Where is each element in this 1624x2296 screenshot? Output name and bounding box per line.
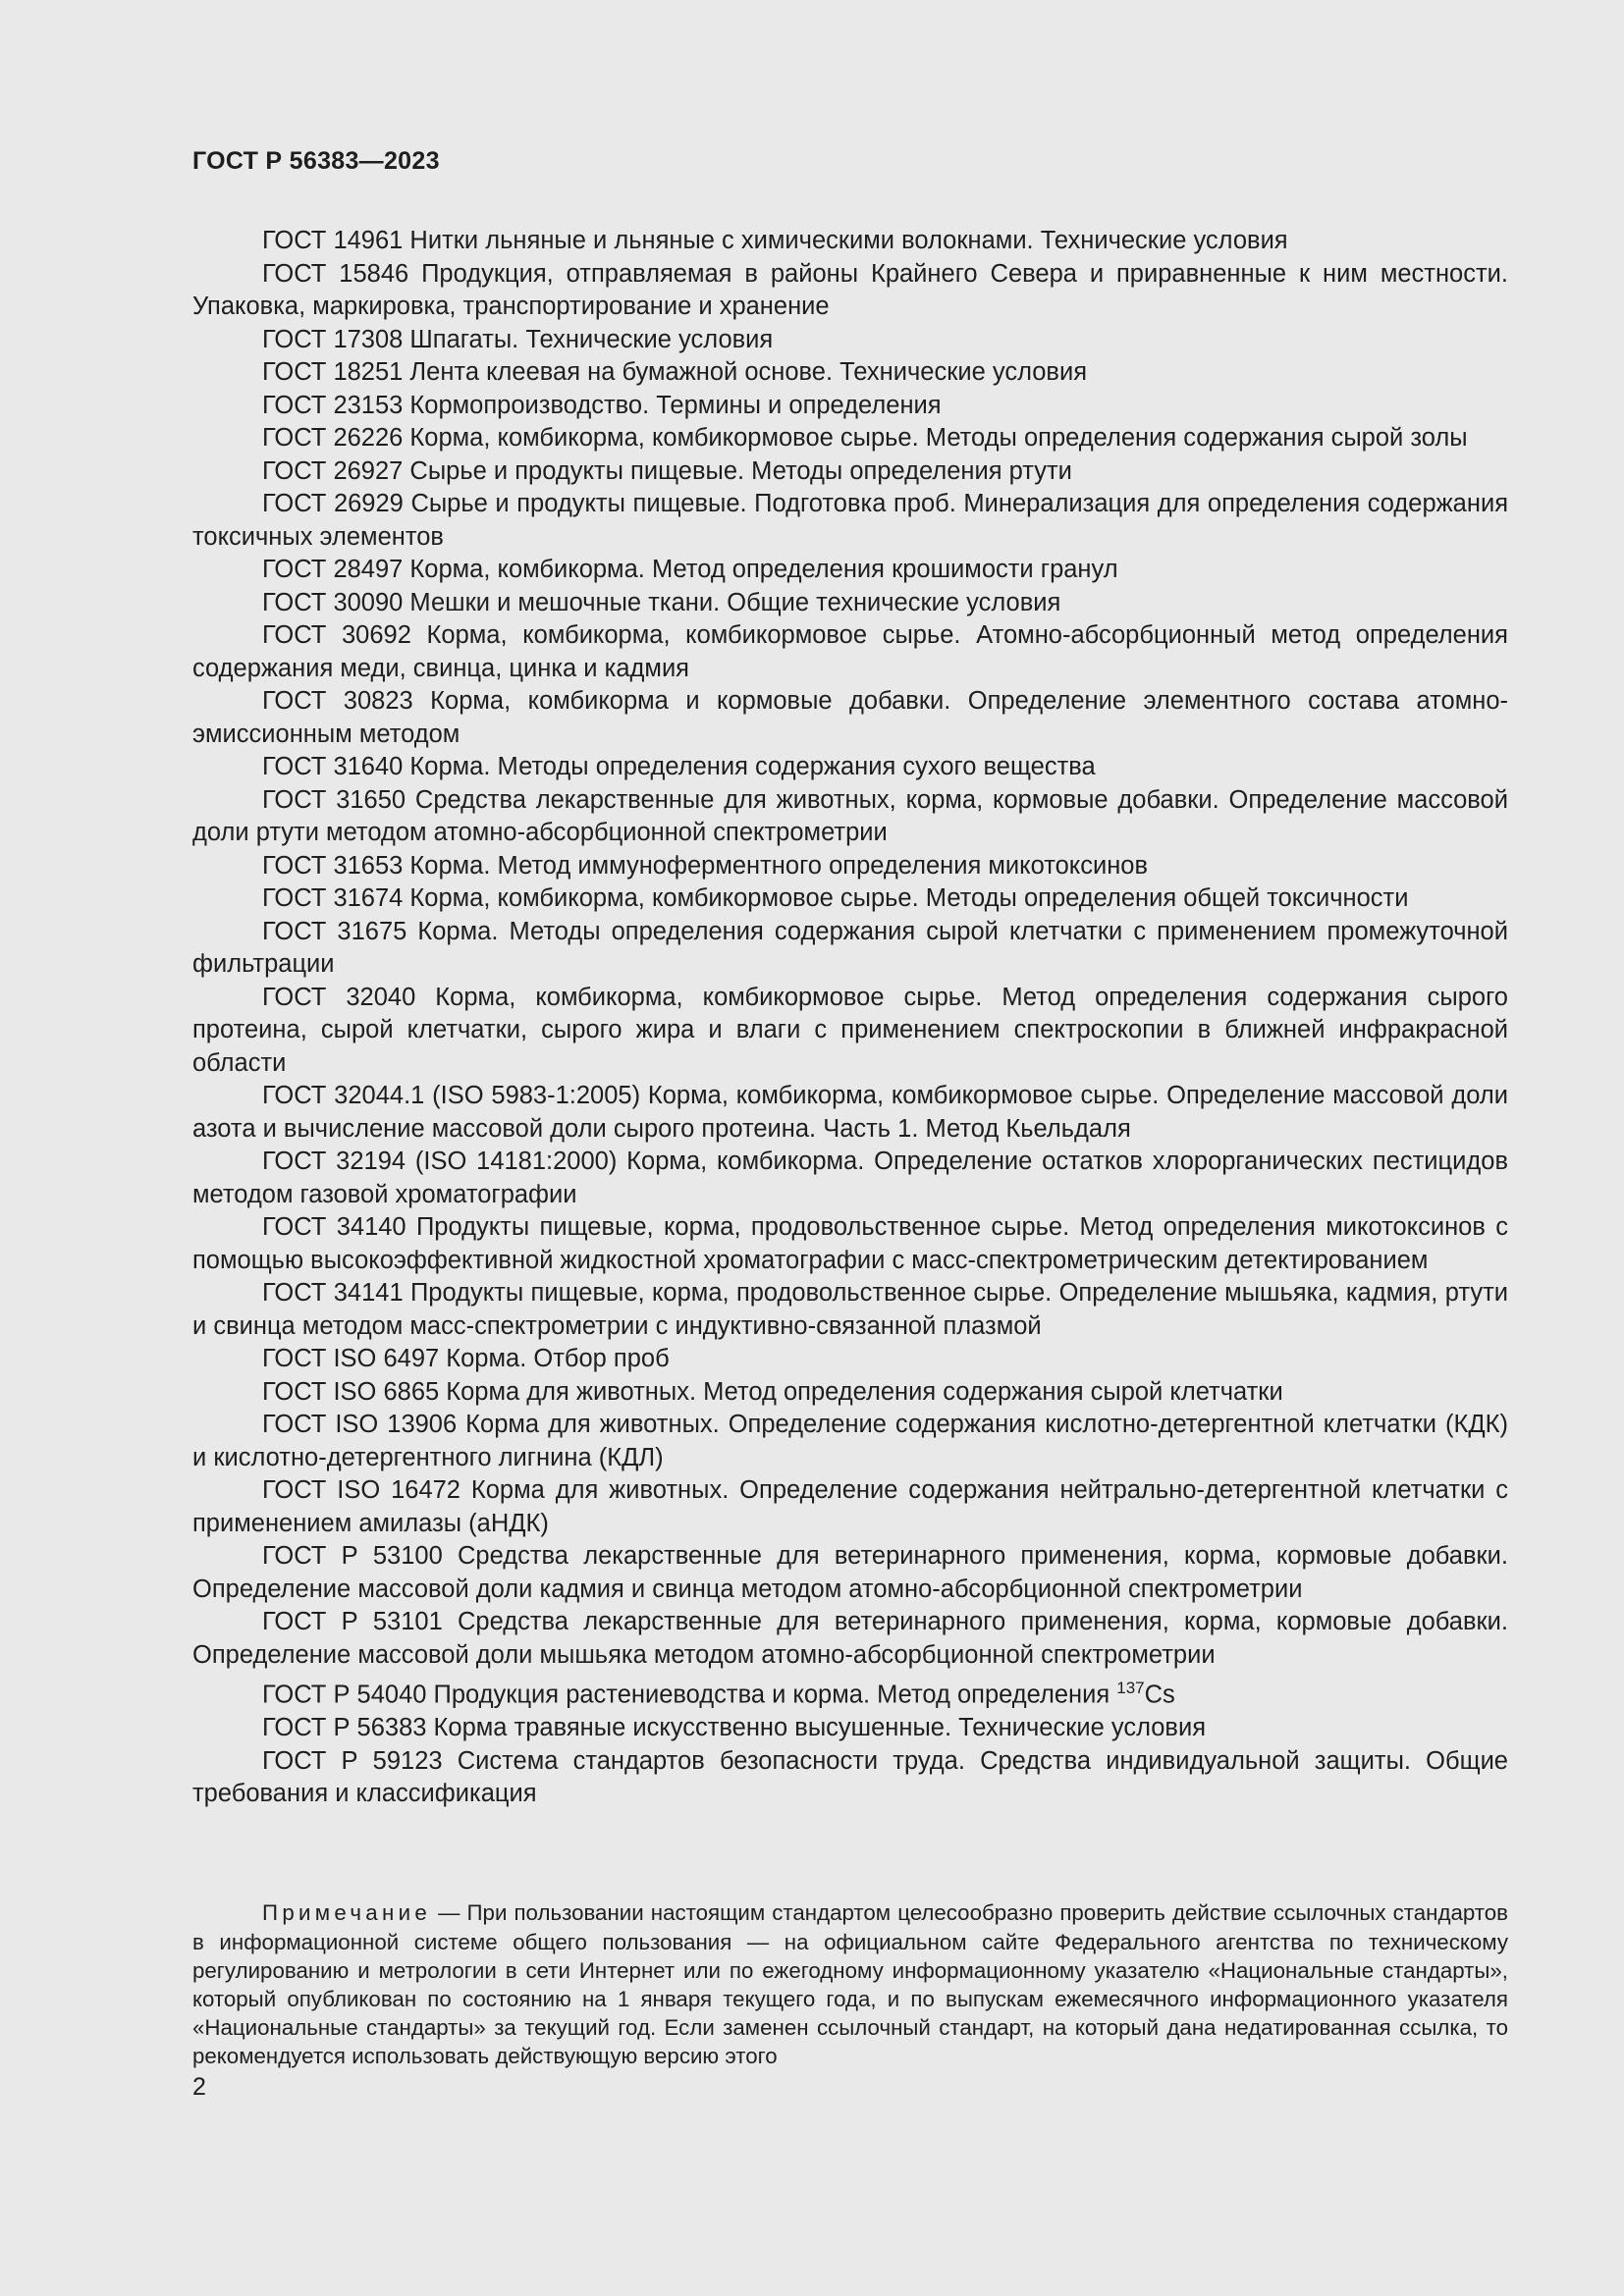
reference-item: ГОСТ 34141 Продукты пищевые, корма, продовольственное сырье. Определение мышьяка, кадмия, ртути и свинца методом масс-спектрометрии с индуктивно-связанной плазмой [192,1279,1508,1340]
reference-item: ГОСТ 14961 Нитки льняные и льняные с химическими волокнами. Технические условия [262,227,1288,254]
reference-item: ГОСТ 23153 Кормопроизводство. Термины и определения [262,391,942,419]
reference-item: ГОСТ 32044.1 (ISO 5983-1:2005) Корма, комбикорма, комбикормовое сырье. Определение массовой доли азота и вычисление массовой доли сырого протеина. Часть 1. Метод Кьельдаля [192,1082,1508,1143]
reference-item: ГОСТ 30692 Корма, комбикорма, комбикормовое сырье. Атомно-абсорбционный метод определения содержания меди, свинца, цинка и кадмия [192,621,1508,682]
normative-references-list [192,225,1508,1811]
reference-item: ГОСТ Р 56383 Корма травяные искусственно высушенные. Технические условия [262,1714,1207,1741]
reference-item: ГОСТ 31675 Корма. Методы определения содержания сырой клетчатки с применением промежуточной фильтрации [192,917,1508,978]
page-number: 2 [192,2073,206,2101]
reference-item: ГОСТ ISO 13906 Корма для животных. Определение содержания кислотно-детергентной клетчатки (КДК) и кислотно-детергентного лигнина (КДЛ) [192,1411,1508,1471]
reference-item: ГОСТ ISO 6865 Корма для животных. Метод определения содержания сырой клетчатки [262,1377,1283,1406]
reference-item: ГОСТ 26226 Корма, комбикорма, комбикормовое сырье. Методы определения содержания сырой золы [262,424,1468,452]
reference-item: ГОСТ 30823 Корма, комбикорма и кормовые добавки. Определение элементного состава атомно-эмиссионным методом [192,687,1508,748]
note-text: — При пользовании настоящим стандартом целесообразно проверить действие ссылочных стандартов в информационной системе общего пользования — на официальном сайте Федерального агентства по техническому регулированию и метрологии в сети Интернет или по ежегодному информационному указателю «Национальные стандарты», который опубликован по состоянию на 1 января текущего года, и по выпускам ежемесячного информационного указателя «Национальные стандарты» за текущий год. Если заменен ссылочный стандарт, на который дана недатированная ссылка, то рекомендуется использовать действующую версию этого [192,1900,1508,2069]
reference-item: ГОСТ 31674 Корма, комбикорма, комбикормовое сырье. Методы определения общей токсичности [262,884,1409,912]
isotope-symbol: Cs [1144,1681,1175,1709]
reference-item: ГОСТ 30090 Мешки и мешочные ткани. Общие технические условия [262,588,1061,616]
reference-item: ГОСТ Р 53101 Средства лекарственные для ветеринарного применения, корма, кормовые добавки. Определение массовой доли мышьяка методом атомно-абсорбционной спектрометрии [192,1608,1508,1669]
reference-item: ГОСТ ISO 6497 Корма. Отбор проб [262,1345,670,1372]
reference-item: ГОСТ 26929 Сырье и продукты пищевые. Подготовка проб. Минерализация для определения содержания токсичных элементов [192,490,1508,551]
reference-item: ГОСТ Р 53100 Средства лекарственные для ветеринарного применения, корма, кормовые добавки. Определение массовой доли кадмия и свинца методом атомно-абсорбционной спектрометрии [192,1542,1508,1603]
reference-item: ГОСТ Р 59123 Система стандартов безопасности труда. Средства индивидуальной защиты. Общие требования и классификация [192,1746,1508,1807]
document-header: ГОСТ Р 56383—2023 [192,147,440,175]
reference-item: ГОСТ 32040 Корма, комбикорма, комбикормовое сырье. Метод определения содержания сырого протеина, сырой клетчатки, сырого жира и влаги с применением спектроскопии в ближней инфракрасной области [192,983,1508,1077]
reference-item: ГОСТ 31640 Корма. Методы определения содержания сухого вещества [262,753,1096,780]
reference-item: ГОСТ 18251 Лента клеевая на бумажной основе. Технические условия [262,358,1088,386]
reference-item: ГОСТ 34140 Продукты пищевые, корма, продовольственное сырье. Метод определения микотоксинов с помощью высокоэффективной жидкостной хроматографии с масс-спектрометрическим детектированием [192,1213,1508,1274]
reference-item: ГОСТ 31650 Средства лекарственные для животных, корма, кормовые добавки. Определение массовой доли ртути методом атомно-абсорбционной спектрометрии [192,785,1508,846]
reference-item: ГОСТ 28497 Корма, комбикорма. Метод определения крошимости гранул [262,556,1118,583]
isotope-mass-number: 137 [1116,1679,1145,1697]
reference-item: ГОСТ 17308 Шпагаты. Технические условия [262,325,774,353]
note-paragraph [192,1898,1508,2070]
reference-item: ГОСТ ISO 16472 Корма для животных. Определение содержания нейтрально-детергентной клетчатки с применением амилазы (аНДК) [192,1476,1508,1537]
note-label: Примечание [262,1900,432,1926]
reference-item: ГОСТ 26927 Сырье и продукты пищевые. Методы определения ртути [262,456,1072,485]
reference-item: ГОСТ 31653 Корма. Метод иммуноферментного определения микотоксинов [262,851,1149,880]
reference-item-54040 [192,1672,1508,1712]
reference-text: ГОСТ Р 54040 Продукция растениеводства и корма. Метод определения [262,1681,1117,1709]
reference-item: ГОСТ 32194 (ISO 14181:2000) Корма, комбикорма. Определение остатков хлорорганических пестицидов методом газовой хроматографии [192,1148,1508,1208]
reference-item: ГОСТ 15846 Продукция, отправляемая в районы Крайнего Севера и приравненные к ним местности. Упаковка, маркировка, транспортирование и хранение [192,259,1508,320]
